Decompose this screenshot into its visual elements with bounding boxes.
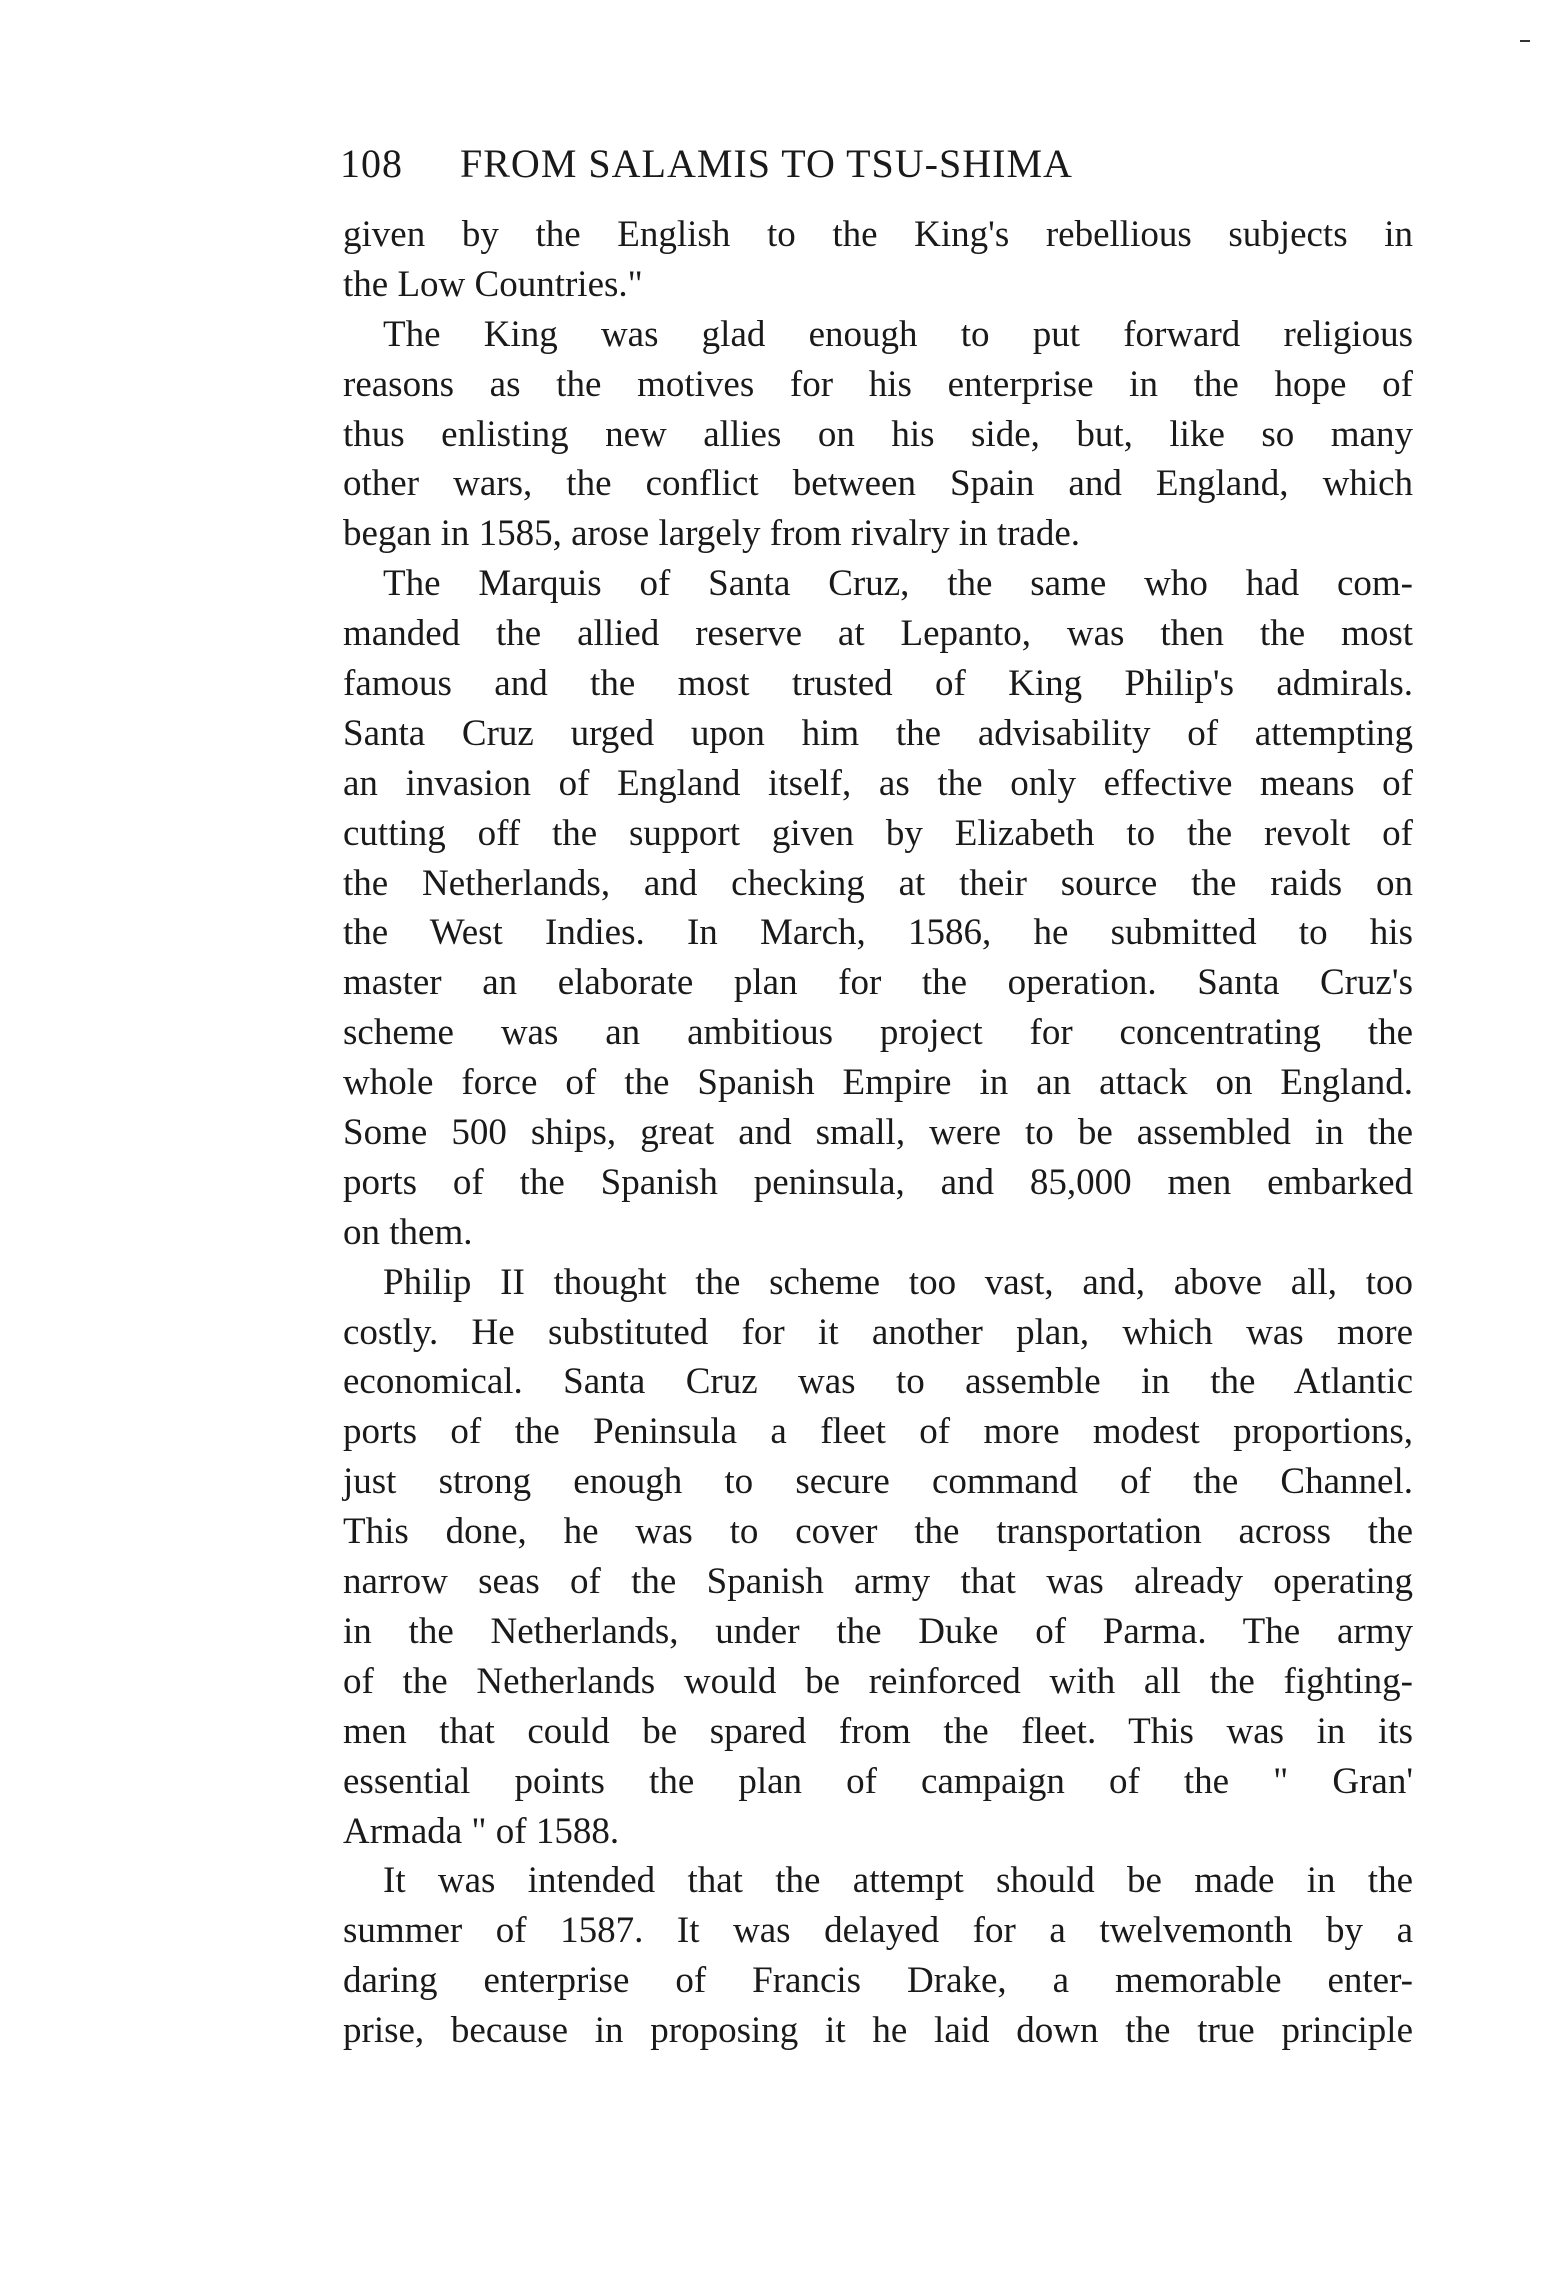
text-line: cutting off the support given by Elizabeth to the revolt of <box>343 812 1413 854</box>
text-line: prise, because in proposing it he laid down the true principle <box>343 2010 1413 2052</box>
scan-mark <box>1520 40 1530 42</box>
page-number: 108 <box>340 141 403 186</box>
text-line: the West Indies. In March, 1586, he submitted to his <box>343 912 1413 954</box>
text-line: other wars, the conflict between Spain and England, which <box>343 463 1413 505</box>
text-line: Philip II thought the scheme too vast, and, above all, too <box>383 1261 1413 1303</box>
text-line: daring enterprise of Francis Drake, a memorable enter- <box>343 1960 1413 2002</box>
text-line: reasons as the motives for his enterprise in the hope of <box>343 363 1413 405</box>
text-line: summer of 1587. It was delayed for a twelvemonth by a <box>343 1910 1413 1952</box>
text-line: thus enlisting new allies on his side, but, like so many <box>343 413 1413 455</box>
text-line: Santa Cruz urged upon him the advisability of attempting <box>343 712 1413 754</box>
text-line: scheme was an ambitious project for concentrating the <box>343 1012 1413 1054</box>
text-line: whole force of the Spanish Empire in an attack on England. <box>343 1062 1413 1104</box>
text-line: narrow seas of the Spanish army that was already operating <box>343 1561 1413 1603</box>
text-line: economical. Santa Cruz was to assemble in the Atlantic <box>343 1361 1413 1403</box>
text-line: The King was glad enough to put forward religious <box>383 313 1413 355</box>
text-line: an invasion of England itself, as the only effective means of <box>343 762 1413 804</box>
text-line: given by the English to the King's rebellious subjects in <box>343 214 1413 255</box>
text-line: essential points the plan of campaign of the " Gran' <box>343 1760 1413 1802</box>
text-line: on them. <box>343 1211 473 1253</box>
text-line: began in 1585, arose largely from rivalry in trade. <box>343 513 1081 555</box>
text-line: master an elaborate plan for the operation. Santa Cruz's <box>343 962 1413 1004</box>
text-line: just strong enough to secure command of the Channel. <box>343 1461 1413 1503</box>
text-line: of the Netherlands would be reinforced with all the fighting- <box>343 1660 1413 1702</box>
text-line: the Low Countries." <box>343 263 643 305</box>
body-text <box>343 210 1413 2056</box>
text-line: Some 500 ships, great and small, were to be assembled in the <box>343 1112 1413 1154</box>
text-line: ports of the Spanish peninsula, and 85,000 men embarked <box>343 1161 1413 1203</box>
text-line: The Marquis of Santa Cruz, the same who had com- <box>383 563 1413 605</box>
running-title: FROM SALAMIS TO TSU-SHIMA <box>460 141 1073 186</box>
text-line: manded the allied reserve at Lepanto, was then the most <box>343 613 1413 655</box>
text-line: men that could be spared from the fleet. This was in its <box>343 1710 1413 1752</box>
text-line: This done, he was to cover the transportation across the <box>343 1511 1413 1553</box>
text-line: It was intended that the attempt should be made in the <box>383 1860 1413 1902</box>
text-line: ports of the Peninsula a fleet of more modest proportions, <box>343 1411 1413 1453</box>
text-line: Armada " of 1588. <box>343 1810 620 1852</box>
text-line: the Netherlands, and checking at their source the raids on <box>343 862 1413 904</box>
running-header <box>340 140 1415 187</box>
text-line: costly. He substituted for it another plan, which was more <box>343 1311 1413 1353</box>
text-line: famous and the most trusted of King Philip's admirals. <box>343 663 1413 705</box>
text-line: in the Netherlands, under the Duke of Parma. The army <box>343 1610 1413 1652</box>
